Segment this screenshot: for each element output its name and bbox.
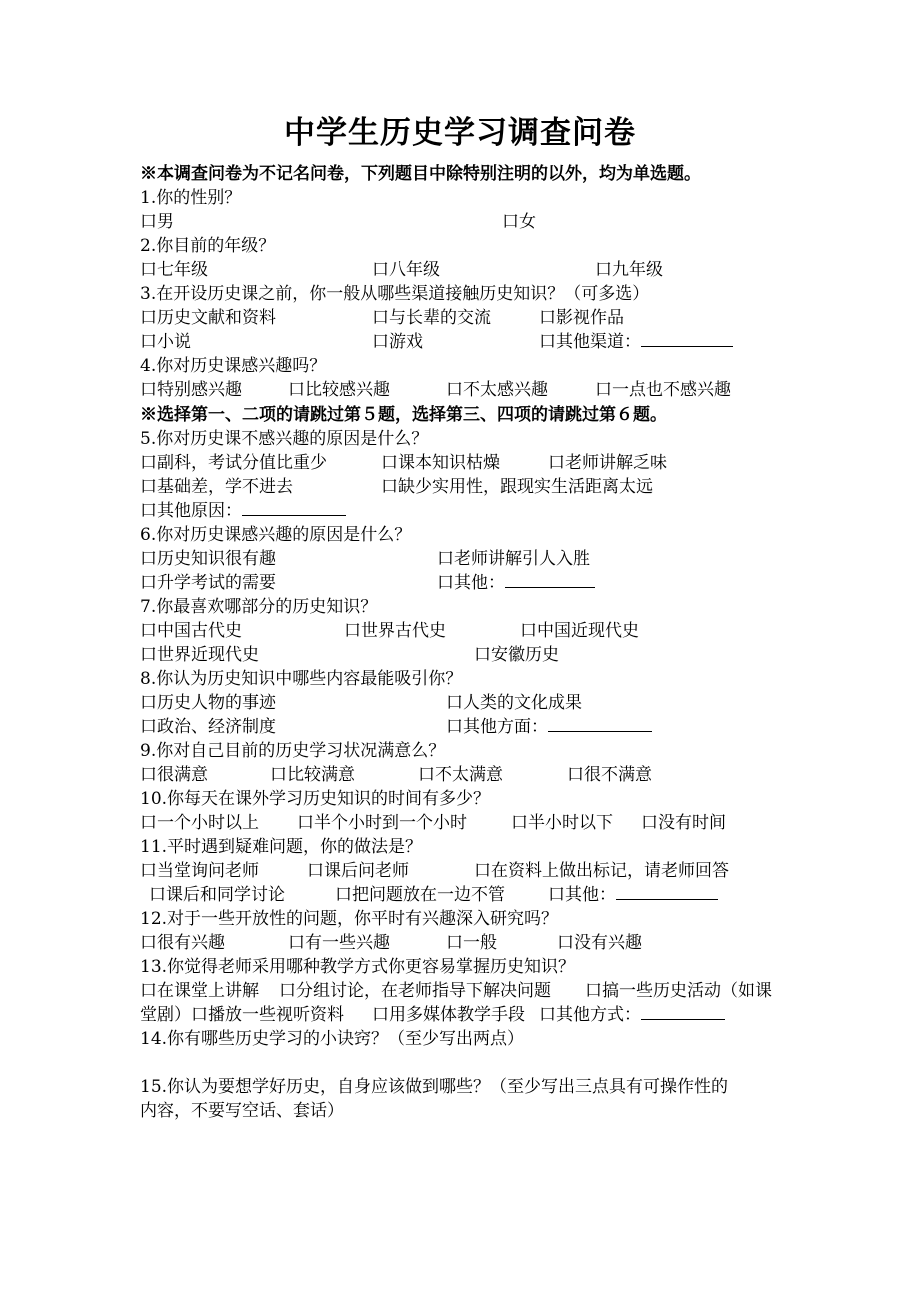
option-novels[interactable]: 口小说 xyxy=(140,332,191,352)
option-games[interactable]: 口游戏 xyxy=(372,332,423,352)
question-8: 8.你认为历史知识中哪些内容最能吸引你？ xyxy=(140,669,463,689)
option-lecture[interactable]: 口在课堂上讲解 xyxy=(140,981,259,1001)
option-other-reason-label[interactable]: 口其他原因： xyxy=(140,501,242,521)
option-history-activities[interactable]: 口搞一些历史活动（如课 xyxy=(585,981,772,1001)
question-9: 9.你对自己目前的历史学习状况满意么？ xyxy=(140,741,446,761)
option-very-unsatisfied[interactable]: 口很不满意 xyxy=(567,765,652,785)
question-2: 2.你目前的年级？ xyxy=(140,236,276,256)
option-other-6[interactable] xyxy=(437,571,595,595)
option-chinese-ancient[interactable]: 口中国古代史 xyxy=(140,621,242,641)
option-chinese-modern[interactable]: 口中国近现代史 xyxy=(520,621,639,641)
page-title: 中学生历史学习调查问卷 xyxy=(284,115,636,151)
option-other-channel-label[interactable]: 口其他渠道： xyxy=(539,332,641,352)
option-female[interactable]: 口女 xyxy=(502,212,536,232)
option-discuss-classmates[interactable]: 口课后和同学讨论 xyxy=(149,885,285,905)
option-grade9[interactable]: 口九年级 xyxy=(595,260,663,280)
option-male[interactable]: 口男 xyxy=(140,212,174,232)
option-other-aspects[interactable] xyxy=(446,715,652,739)
option-fairly-satisfied[interactable]: 口比较满意 xyxy=(270,765,355,785)
option-other-method-label[interactable]: 口其他方式： xyxy=(539,1005,641,1025)
question-12: 12.对于一些开放性的问题，你平时有兴趣深入研究吗？ xyxy=(140,909,559,929)
option-fairly-interested[interactable]: 口比较感兴趣 xyxy=(288,380,390,400)
option-group-discussion[interactable]: 口分组讨论，在老师指导下解决问题 xyxy=(279,981,551,1001)
option-weak-basis[interactable]: 口基础差，学不进去 xyxy=(140,477,293,497)
option-not-very-interested[interactable]: 口不太感兴趣 xyxy=(446,380,548,400)
question-4: 4.你对历史课感兴趣吗？ xyxy=(140,356,327,376)
option-other-method[interactable] xyxy=(539,1003,725,1027)
option-very-keen[interactable]: 口很有兴趣 xyxy=(140,933,225,953)
blank-line[interactable] xyxy=(641,1003,725,1020)
question-5: 5.你对历史课不感兴趣的原因是什么？ xyxy=(140,429,429,449)
option-grade8[interactable]: 口八年级 xyxy=(372,260,440,280)
option-elders[interactable]: 口与长辈的交流 xyxy=(372,308,491,328)
option-boring-textbook[interactable]: 口课本知识枯燥 xyxy=(381,453,500,473)
option-mark-and-ask[interactable]: 口在资料上做出标记，请老师回答 xyxy=(474,861,729,881)
blank-line[interactable] xyxy=(616,883,718,900)
option-average[interactable]: 口一般 xyxy=(446,933,497,953)
question-3: 3.在开设历史课之前，你一般从哪些渠道接触历史知识？（可多选） xyxy=(140,284,650,304)
option-dull-teacher[interactable]: 口老师讲解乏味 xyxy=(548,453,667,473)
question-7: 7.你最喜欢哪部分的历史知识？ xyxy=(140,597,378,617)
skip-notice: ※选择第一、二项的请跳过第５题，选择第三、四项的请跳过第６题。 xyxy=(140,405,667,425)
option-very-interested[interactable]: 口特别感兴趣 xyxy=(140,380,242,400)
option-some-interest[interactable]: 口有一些兴趣 xyxy=(288,933,390,953)
option-half-to-one-hour[interactable]: 口半个小时到一个小时 xyxy=(297,813,467,833)
question-6: 6.你对历史课感兴趣的原因是什么？ xyxy=(140,525,412,545)
option-ask-after-class[interactable]: 口课后问老师 xyxy=(307,861,409,881)
option-minor-subject[interactable]: 口副科，考试分值比重少 xyxy=(140,453,327,473)
option-audiovisual[interactable]: 堂剧）口播放一些视听资料 xyxy=(140,1005,344,1025)
option-not-interested[interactable]: 口一点也不感兴趣 xyxy=(595,380,731,400)
option-political-economic[interactable]: 口政治、经济制度 xyxy=(140,717,276,737)
option-historical-figures[interactable]: 口历史人物的事迹 xyxy=(140,693,276,713)
option-no-interest[interactable]: 口没有兴趣 xyxy=(557,933,642,953)
question-15-continued: 内容，不要写空话、套话） xyxy=(140,1101,344,1121)
option-world-ancient[interactable]: 口世界古代史 xyxy=(344,621,446,641)
option-over-one-hour[interactable]: 口一个小时以上 xyxy=(140,813,259,833)
option-multimedia[interactable]: 口用多媒体教学手段 xyxy=(372,1005,525,1025)
question-1: 1.你的性别？ xyxy=(140,188,242,208)
blank-line[interactable] xyxy=(548,715,652,732)
option-not-practical[interactable]: 口缺少实用性，跟现实生活距离太远 xyxy=(381,477,653,497)
option-not-very-satisfied[interactable]: 口不太满意 xyxy=(418,765,503,785)
option-engaging-teacher[interactable]: 口老师讲解引人入胜 xyxy=(437,549,590,569)
question-15: 15.你认为要想学好历史，自身应该做到哪些？（至少写出三点具有可操作性的 xyxy=(140,1077,729,1097)
question-11: 11.平时遇到疑难问题，你的做法是？ xyxy=(140,837,423,857)
option-grade7[interactable]: 口七年级 xyxy=(140,260,208,280)
option-exam-needs[interactable]: 口升学考试的需要 xyxy=(140,573,276,593)
option-other-6-label[interactable]: 口其他： xyxy=(437,573,505,593)
blank-line[interactable] xyxy=(505,571,595,588)
option-other-11-label[interactable]: 口其他： xyxy=(548,885,616,905)
option-anhui-history[interactable]: 口安徽历史 xyxy=(474,645,559,665)
option-other-aspects-label[interactable]: 口其他方面： xyxy=(446,717,548,737)
option-other-channel[interactable] xyxy=(539,330,733,354)
notice: ※本调查问卷为不记名问卷，下列题目中除特别注明的以外，均为单选题。 xyxy=(140,164,701,184)
question-10: 10.你每天在课外学习历史知识的时间有多少？ xyxy=(140,789,491,809)
option-ask-in-class[interactable]: 口当堂询问老师 xyxy=(140,861,259,881)
option-world-modern[interactable]: 口世界近现代史 xyxy=(140,645,259,665)
question-13: 13.你觉得老师采用哪种教学方式你更容易掌握历史知识？ xyxy=(140,957,576,977)
option-no-time[interactable]: 口没有时间 xyxy=(641,813,726,833)
option-interesting-knowledge[interactable]: 口历史知识很有趣 xyxy=(140,549,276,569)
option-very-satisfied[interactable]: 口很满意 xyxy=(140,765,208,785)
option-other-reason[interactable] xyxy=(140,499,346,523)
blank-line[interactable] xyxy=(641,330,733,347)
option-films[interactable]: 口影视作品 xyxy=(539,308,624,328)
option-other-11[interactable] xyxy=(548,883,718,907)
option-cultural-achievements[interactable]: 口人类的文化成果 xyxy=(446,693,582,713)
option-documents[interactable]: 口历史文献和资料 xyxy=(140,308,276,328)
blank-line[interactable] xyxy=(242,499,346,516)
question-14: 14.你有哪些历史学习的小诀窍？（至少写出两点） xyxy=(140,1029,525,1049)
option-under-half-hour[interactable]: 口半小时以下 xyxy=(511,813,613,833)
option-ignore-problem[interactable]: 口把问题放在一边不管 xyxy=(335,885,505,905)
